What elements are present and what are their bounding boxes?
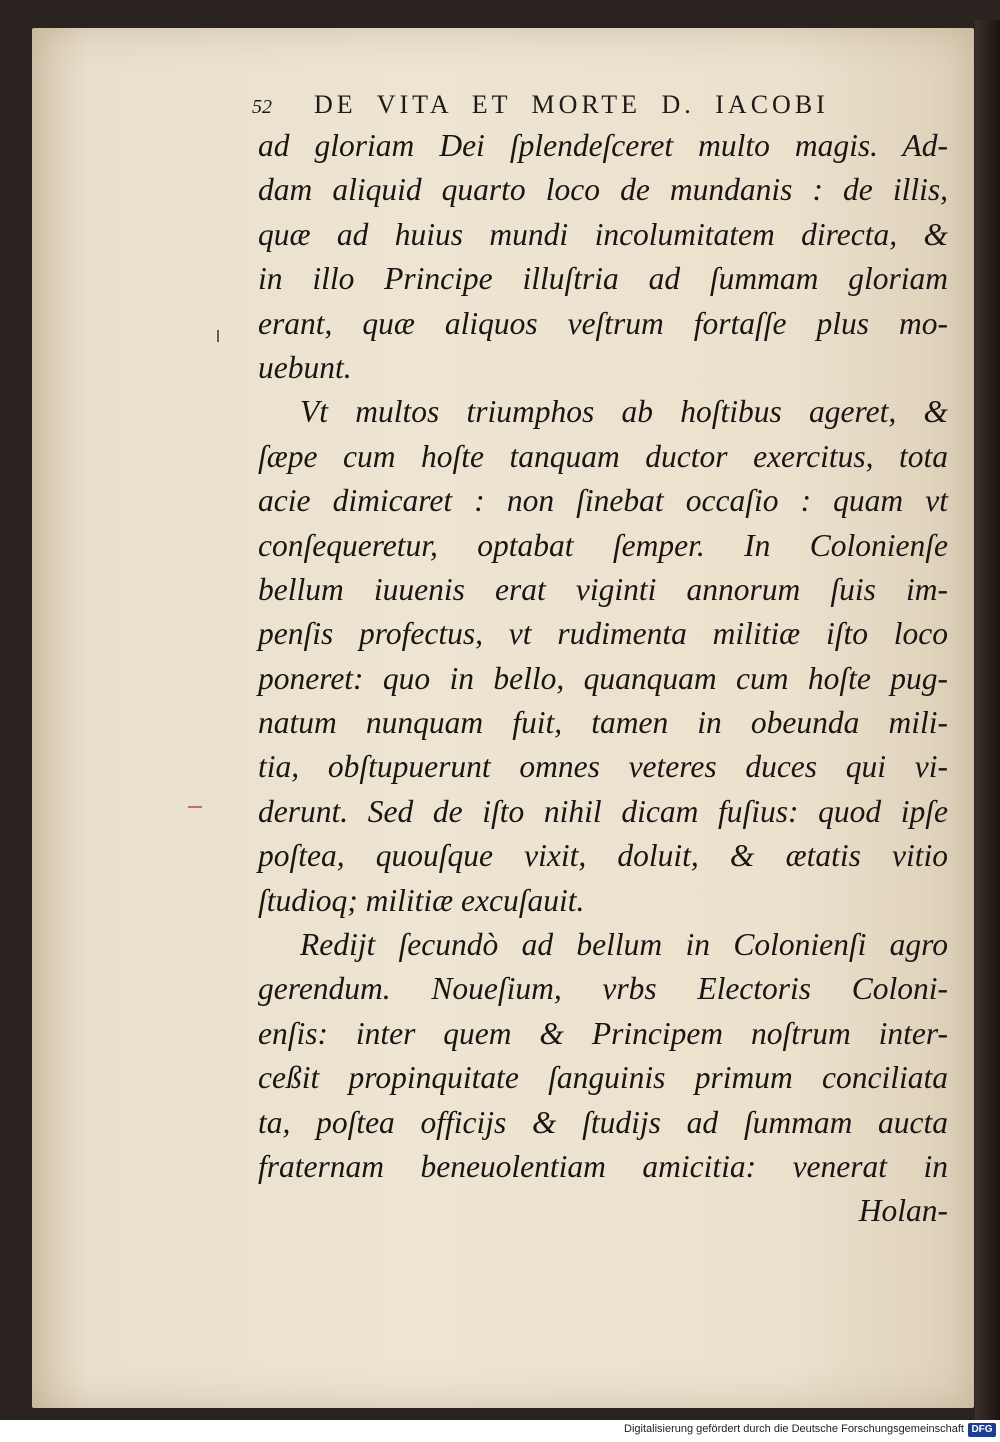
catchword: Holan-	[858, 1193, 948, 1229]
text-line: quæ ad huius mundi incolumitatem directa, &	[258, 216, 948, 252]
text-line: natum nunquam fuit, tamen in obeunda mili-	[258, 705, 948, 741]
text-line: poſtea, quouſque vixit, doluit, & ætatis vitio	[258, 838, 948, 874]
page-header	[252, 88, 942, 126]
text-line: ſæpe cum hoſte tanquam ductor exercitus, tota	[258, 438, 948, 474]
text-line: ta, poſtea officiјs & ſtudiјs ad ſummam aucta	[258, 1104, 948, 1140]
text-line: poneret: quo in bello, quanquam cum hoſte pug-	[258, 660, 948, 696]
text-line: gerendum. Noueſium, vrbs Electoris Coloni-	[258, 971, 948, 1007]
text-line: in illo Principe illuſtria ad ſummam gloriam	[258, 261, 948, 297]
text-line: derunt. Sed de iſto nihil dicam fuſius: quod ipſe	[258, 793, 948, 829]
text-line: dam aliquid quarto loco de mundanis : de illis,	[258, 172, 948, 208]
text-line: tia, obſtupuerunt omnes veteres duces qui vi-	[258, 749, 948, 785]
margin-tick	[217, 330, 219, 342]
book-gutter	[975, 20, 1000, 1420]
text-line: ad gloriam Dei ſplendeſceret multo magis. Ad-	[258, 128, 948, 163]
text-line: erant, quæ aliquos veſtrum fortaſſe plus mo-	[258, 305, 948, 341]
dfg-logo: DFG	[968, 1423, 996, 1437]
running-title: DE VITA ET MORTE D. IACOBI	[314, 90, 829, 119]
page-body	[258, 124, 948, 1234]
text-line: ſtudioq; militiæ excuſauit.	[258, 882, 585, 918]
paragraph-start: Vt multos triumphos ab hoſtibus ageret, &	[300, 394, 948, 430]
text-line: uebunt.	[258, 349, 352, 385]
text-line: ceßit propinquitate ſanguinis primum conciliata	[258, 1060, 948, 1096]
page-number: 52	[252, 96, 272, 118]
text-line: conſequeretur, optabat ſemper. In Colonienſe	[258, 527, 948, 563]
margin-mark	[188, 806, 202, 808]
text-line: fraternam beneuolentiam amicitia: venerat in	[258, 1148, 948, 1184]
text-line: enſis: inter quem & Principem noſtrum inter-	[258, 1015, 948, 1051]
text-line: acie dimicaret : non ſinebat occaſio : quam vt	[258, 483, 948, 519]
text-line: bellum iuuenis erat viginti annorum ſuis im-	[258, 571, 948, 607]
funding-credit: Digitalisierung gefördert durch die Deutsche Forschungsgemeinschaft	[624, 1423, 964, 1435]
digitization-footer	[0, 1420, 1000, 1442]
text-line: penſis profectus, vt rudimenta militiæ iſto loco	[258, 616, 948, 652]
paragraph-start: Rediјt ſecundò ad bellum in Colonienſi agro	[300, 927, 948, 963]
